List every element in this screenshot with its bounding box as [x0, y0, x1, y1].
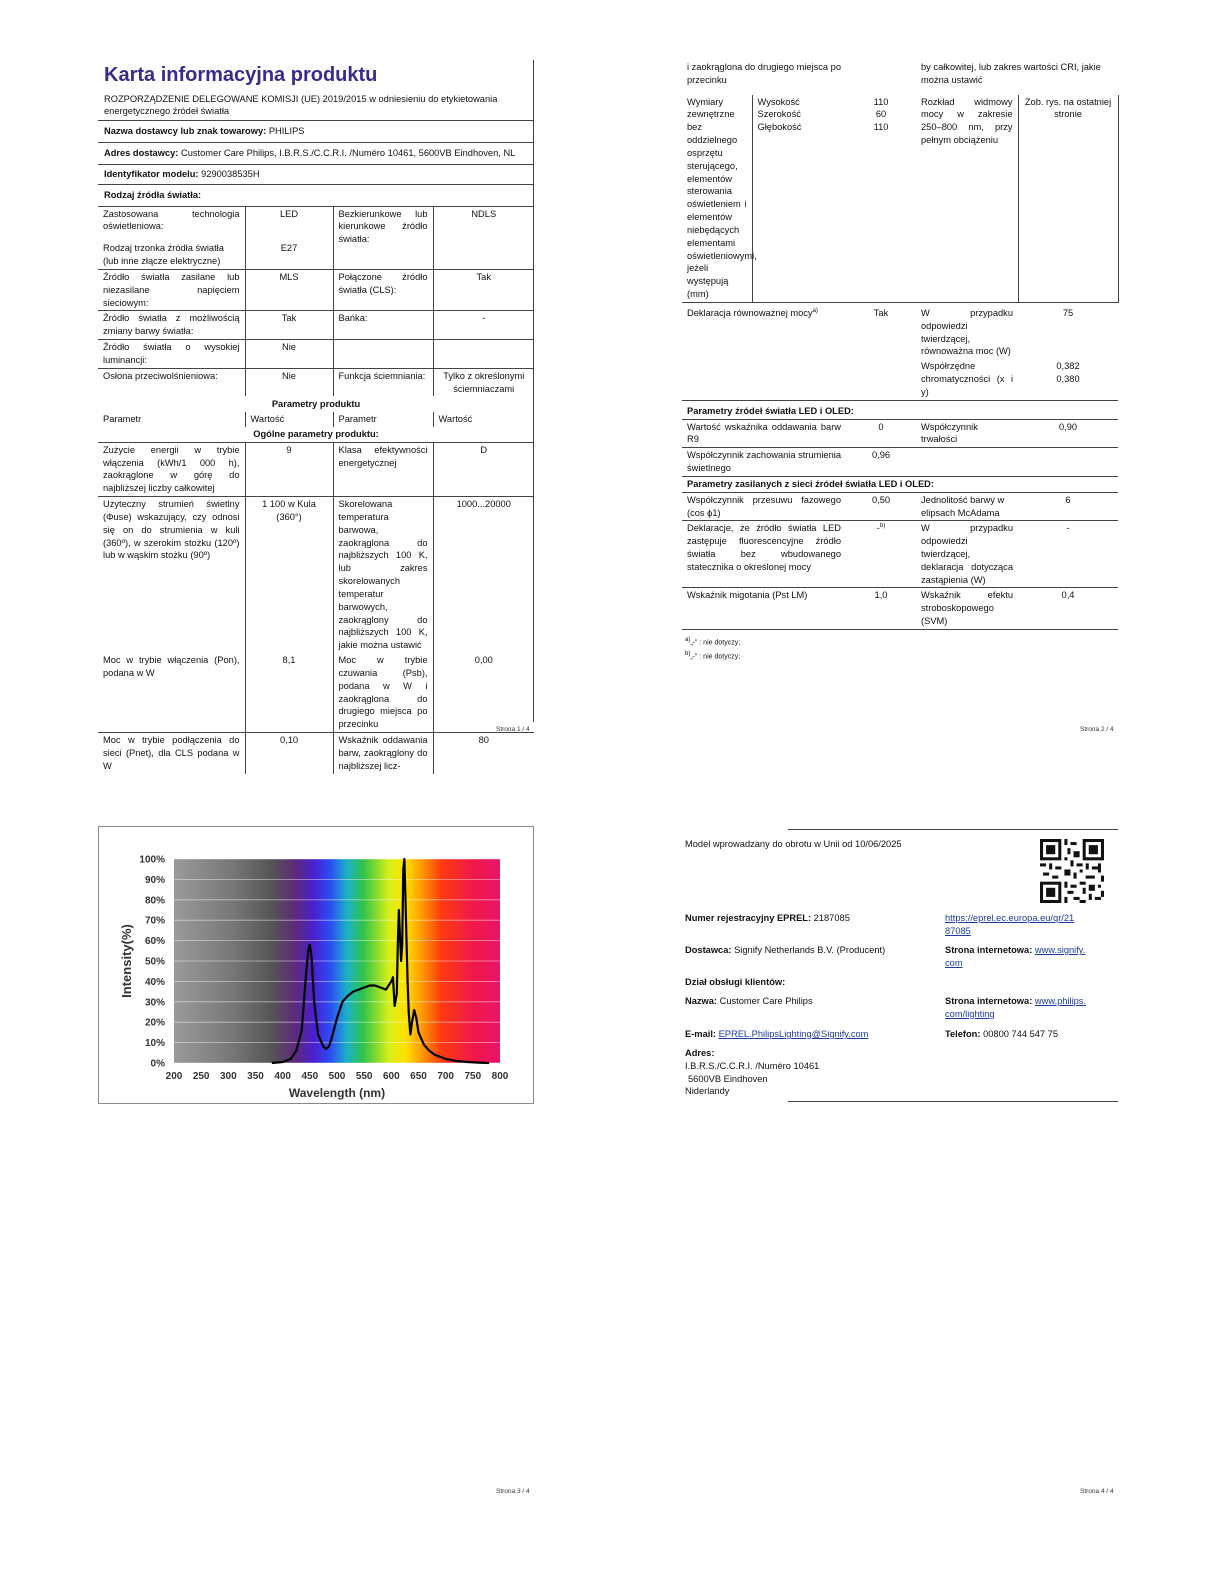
dims-values — [846, 95, 916, 303]
table-row — [98, 427, 534, 442]
dim-value: Tylko z określonymi ściemniaczami — [433, 368, 534, 396]
table-row — [98, 396, 534, 412]
cls-label: Połączone źródło światła (CLS): — [333, 269, 433, 310]
table-row — [682, 95, 1118, 303]
equiv-value: Tak — [873, 307, 889, 318]
y-tick-label: 0% — [150, 1058, 165, 1070]
envelope-label: Bańka: — [333, 311, 433, 340]
params-title: Parametry produktu — [271, 399, 361, 410]
maint-value: 0,96 — [846, 448, 916, 477]
surv-value: 0,90 — [1018, 419, 1118, 448]
name-row — [685, 995, 813, 1008]
website-1-link-cont[interactable]: com — [945, 957, 963, 968]
footnote-a-mark: a) — [685, 636, 691, 643]
x-tick-label: 250 — [192, 1071, 210, 1082]
name-value: Customer Care Philips — [719, 996, 813, 1006]
x-axis-label: Wavelength (nm) — [288, 1086, 386, 1100]
x-tick-label: 500 — [328, 1071, 346, 1082]
cap-value: E27 — [245, 234, 333, 269]
equiv-power-value: 75 — [1062, 307, 1074, 318]
dims-label: Wymiary zewnętrzne bez oddzielnego osprzętu sterującego, elementów sterowania oświetleniem i elementów niebędących elementami oświetleniowymi, jeżeli występują (mm) — [682, 95, 752, 303]
y-tick-label: 10% — [144, 1038, 165, 1050]
repl-label: Deklaracje, że źródło światła LED zastępuje fluorescencyjne źródło światła bez wbudowanego statecznika o określonej mocy — [682, 521, 846, 588]
supplier-label: Nazwa dostawcy lub znak towarowy: — [104, 126, 267, 137]
class-label: Klasa efektywności energetycznej — [333, 442, 433, 496]
class-value: D — [433, 442, 534, 496]
x-tick-label: 650 — [410, 1071, 427, 1082]
email-row — [685, 1028, 868, 1041]
energy-value: 9 — [245, 442, 333, 496]
led-title: Parametry źródeł światła LED i OLED: — [682, 400, 1118, 419]
footnote-b — [682, 650, 1118, 662]
chroma-values — [1018, 359, 1118, 400]
dim-label: Funkcja ściemniania: — [333, 368, 433, 396]
envelope-value: - — [433, 311, 534, 340]
mcadam-label: Jednolitość barwy w elipsach McAdama — [916, 492, 1018, 521]
flux-value: 1 100 w Kula (360°) — [245, 497, 333, 653]
mains-value: MLS — [245, 269, 333, 310]
pnet-value: 0,10 — [245, 733, 333, 774]
mcadam-value: 6 — [1018, 492, 1118, 521]
eprel-value: 2187085 — [813, 913, 850, 923]
supplier-value: Signify Netherlands B.V. (Producent) — [734, 945, 886, 955]
svm-value: 0,4 — [1018, 588, 1118, 629]
support-title: Dział obsługi klientów: — [685, 977, 786, 987]
table-row — [682, 492, 1118, 521]
hl-value: Nie — [245, 340, 333, 369]
cls-value: Tak — [433, 269, 534, 310]
website-2-label: Strona internetowa: — [945, 996, 1033, 1006]
page-3 — [98, 826, 534, 1495]
address-label: Adres: — [685, 1048, 715, 1058]
page-number: Strona 4 / 4 — [1080, 1488, 1114, 1495]
x-tick-label: 800 — [491, 1071, 509, 1082]
x-tick-label: 200 — [165, 1071, 183, 1082]
repl-footnote-mark: b) — [879, 523, 886, 530]
nondir-value: NDLS — [433, 207, 534, 270]
page-1 — [98, 60, 534, 774]
col-value-header: Wartość — [245, 412, 333, 427]
y-tick-label: 100% — [139, 854, 165, 866]
chroma-label: Współrzędne chromatyczności (x i y) — [916, 359, 1018, 400]
supplier-value: PHILIPS — [268, 126, 305, 137]
x-tick-label: 350 — [247, 1071, 264, 1082]
equiv-label-text: Deklaracja równoważnej mocy — [687, 308, 813, 318]
dims-names — [752, 95, 846, 303]
pf-label: Współczynnik przesuwu fazowego (cos ϕ1) — [682, 492, 846, 521]
tech-value: LED — [245, 207, 333, 235]
website-2-link[interactable]: www.philips. — [1034, 996, 1087, 1006]
qr-code-icon — [1040, 839, 1104, 903]
x-tick-label: 450 — [301, 1071, 319, 1082]
repl-value-text: - — [876, 523, 880, 534]
name-label: Nazwa: — [685, 996, 718, 1006]
eprel-label: Numer rejestracyjny EPREL: — [685, 913, 812, 923]
mains-label: Źródło światła zasilane lub niezasilane napięciem sieciowym: — [98, 269, 245, 310]
pf-value: 0,50 — [846, 492, 916, 521]
cct-label: Skorelowana temperatura barwowa, zaokrąglona do najbliższych 100 K, lub zakres skorelowanych temperatur barwowych, zaokrąglony do najbliższych 100 K, jakie można ustawić — [333, 497, 433, 653]
glare-label: Osłona przeciwolśnieniowa: — [103, 370, 218, 381]
r9-value: 0 — [846, 419, 916, 448]
hl-label: Źródło światła o wysokiej luminancji: — [98, 340, 245, 369]
pnet-label: Moc w trybie podłączenia do sieci (Pnet), dla CLS podana w W — [103, 735, 240, 771]
equiv-power-label: W przypadku odpowiedzi twierdzącej, równoważna moc (W) — [921, 307, 1014, 357]
y-tick-label: 70% — [144, 915, 165, 927]
cap-label: Rodzaj trzonka źródła światła (lub inne złącze elektryczne) — [98, 234, 245, 269]
table-row — [682, 400, 1118, 419]
eprel-link[interactable] — [945, 912, 1074, 938]
psb-label: Moc w trybie czuwania (Psb), podana w W i zaokrąglona do drugiego miejsca po przecinku — [333, 653, 433, 732]
email-link[interactable]: EPREL.PhilipsLighting@Signify.com — [718, 1029, 869, 1039]
cri-label: Wskaźnik oddawania barw, zaokrąglony do najbliższej licz- — [333, 733, 433, 774]
spd-label: Rozkład widmowy mocy w zakresie 250–800 nm, przy pełnym obciążeniu — [916, 95, 1018, 303]
footnote-a — [682, 636, 1118, 648]
col-param-header: Parametr — [103, 414, 142, 425]
table-row — [682, 419, 1118, 448]
website-1-row — [945, 944, 1085, 970]
repl-w-value: - — [1018, 521, 1118, 588]
y-tick-label: 60% — [144, 936, 165, 948]
footnote-b-mark: b) — [685, 650, 691, 657]
tunable-label: Źródło światła z możliwością zmiany barwy światła: — [98, 311, 245, 340]
r9-label: Wartość wskaźnika oddawania barw R9 — [682, 419, 846, 448]
phone-label: Telefon: — [945, 1029, 981, 1039]
eprel-link-line-2[interactable]: 87085 — [945, 925, 971, 936]
energy-label: Zużycie energii w trybie włączenia (kWh/1 000 h), zaokrąglone w górę do najbliższej liczby całkowitej — [98, 442, 245, 496]
address-line-3: Niderlandy — [685, 1086, 730, 1097]
website-1-label: Strona internetowa: — [945, 945, 1033, 955]
table-row — [98, 733, 534, 774]
glare-value: Nie — [245, 368, 333, 396]
model-label: Identyfikator modelu: — [104, 168, 199, 179]
y-tick-label: 30% — [144, 997, 165, 1009]
cont-right: by całkowitej, lub zakres wartości CRI, jakie można ustawić — [921, 62, 1101, 85]
pon-label: Moc w trybie włączenia (Pon), podana w W — [98, 653, 245, 732]
model-value: 9290038535H — [201, 168, 260, 179]
address-line-1: I.B.R.S./C.C.R.I. /Numéro 10461 — [685, 1060, 820, 1071]
repl-w-label: W przypadku odpowiedzi twierdzącej, deklaracja dotycząca zastąpienia (W) — [916, 521, 1018, 588]
surv-label: Współczynnik trwałości — [916, 419, 1018, 448]
table-row — [682, 302, 1118, 359]
table-row — [98, 269, 534, 310]
depth-label: Głębokość — [757, 122, 802, 133]
table-row — [98, 311, 534, 340]
x-tick-label: 550 — [355, 1071, 373, 1082]
table-row — [682, 359, 1118, 400]
table-row — [98, 653, 534, 732]
table-row — [682, 588, 1118, 629]
address-value: Customer Care Philips, I.B.R.S./C.C.R.I. /Numéro 10461, 5600VB Eindhoven, NL — [181, 148, 516, 159]
address-row — [98, 143, 534, 165]
psb-value: 0,00 — [433, 653, 534, 732]
intro-text: Model wprowadzany do obrotu w Unii od 10/06/2025 — [685, 839, 902, 849]
maint-label: Współczynnik zachowania strumienia świetlnego — [682, 448, 846, 477]
mains-title: Parametry zasilanych z sieci źródeł światła LED i OLED: — [682, 476, 1118, 492]
y-tick-label: 40% — [144, 976, 165, 988]
supplier-row — [685, 944, 885, 957]
y-tick-label: 50% — [144, 956, 165, 968]
address-line-2: 5600VB Eindhoven — [688, 1073, 768, 1084]
col-param-header-2: Parametr — [333, 412, 433, 427]
phone-row — [945, 1028, 1058, 1041]
table-row — [98, 442, 534, 496]
email-label: E-mail: — [685, 1029, 716, 1039]
parameters-table-continued — [682, 60, 1119, 630]
table-row — [98, 340, 534, 369]
table-row — [98, 497, 534, 653]
x-tick-label: 300 — [219, 1071, 237, 1082]
table-row — [682, 60, 1118, 95]
footnote-a-text: „-” : nie dotyczy; — [690, 639, 741, 647]
table-row — [682, 448, 1118, 477]
x-tick-label: 600 — [382, 1071, 400, 1082]
eprel-row — [685, 912, 850, 925]
table-row — [682, 476, 1118, 492]
y-tick-label: 90% — [144, 874, 165, 886]
chroma-y: 0,380 — [1056, 374, 1080, 385]
pon-value: 8,1 — [245, 653, 333, 732]
type-heading: Rodzaj źródła światła: — [98, 185, 534, 207]
page-1-border — [533, 60, 534, 722]
supplier-row — [98, 121, 534, 143]
tunable-value: Tak — [245, 311, 333, 340]
table-row — [682, 521, 1118, 588]
spectrum-chart-frame — [98, 826, 534, 1104]
address-block — [685, 1047, 819, 1098]
page-number: Strona 2 / 4 — [1080, 726, 1114, 733]
table-row — [98, 207, 534, 235]
footnote-b-text: „-” : nie dotyczy; — [690, 653, 741, 661]
table-row — [98, 412, 534, 427]
equiv-footnote-mark: a) — [812, 307, 818, 314]
page-number: Strona 1 / 4 — [496, 726, 530, 733]
flux-label: Użyteczny strumień świetlny (Φuse) wskazujący, czy odnosi się on do strumienia w kuli (360º), w szerokim stożku (120º) lub w wąskim stożku (90º) — [103, 499, 240, 561]
phone-value: 00800 744 547 75 — [983, 1029, 1059, 1039]
x-tick-label: 400 — [274, 1071, 292, 1082]
cri-value: 80 — [433, 733, 534, 774]
pst-label: Wskaźnik migotania (Pst LM) — [682, 588, 846, 629]
svm-label: Wskaźnik efektu stroboskopowego (SVM) — [916, 588, 1018, 629]
y-tick-label: 80% — [144, 895, 165, 907]
eprel-link-line-1[interactable]: https://eprel.ec.europa.eu/qr/21 — [945, 913, 1075, 923]
nondir-label: Bezkierunkowe lub kierunkowe źródło światła: — [333, 207, 433, 270]
chroma-x: 0,382 — [1056, 361, 1080, 372]
regulation-text: ROZPORZĄDZENIE DELEGOWANE KOMISJI (UE) 2019/2015 w odniesieniu do etykietowania energetycznego źródeł światła — [98, 90, 534, 122]
page-2 — [682, 60, 1118, 733]
table-row — [98, 368, 534, 396]
x-tick-label: 750 — [464, 1071, 482, 1082]
y-tick-label: 20% — [144, 1017, 165, 1029]
top-rule — [788, 829, 1118, 830]
page-title: Karta informacyjna produktu — [104, 64, 378, 86]
bottom-rule — [788, 1101, 1118, 1102]
col-value-header-2: Wartość — [433, 412, 534, 427]
cct-value: 1000...20000 — [433, 497, 534, 653]
supplier-label: Dostawca: — [685, 945, 732, 955]
height-value: 110 — [873, 96, 889, 107]
height-label: Wysokość — [757, 96, 800, 107]
cont-left: i zaokrąglona do drugiego miejsca po przecinku — [687, 62, 842, 85]
equiv-label — [682, 302, 846, 359]
address-label: Adres dostawcy: — [104, 148, 179, 159]
pst-value: 1,0 — [846, 588, 916, 629]
model-row — [98, 165, 534, 185]
spectral-power-chart — [99, 827, 533, 1103]
tech-label: Zastosowana technologia oświetleniowa: — [103, 208, 240, 232]
y-axis-label: Intensity(%) — [119, 924, 134, 998]
light-source-table — [98, 207, 534, 774]
width-value: 60 — [875, 109, 887, 120]
website-2-link-cont[interactable]: com/lighting — [945, 1008, 995, 1019]
website-2-row — [945, 995, 1086, 1021]
x-tick-label: 700 — [437, 1071, 455, 1082]
general-title: Ogólne parametry produktu: — [98, 427, 534, 442]
repl-value — [846, 521, 916, 588]
width-label: Szerokość — [757, 109, 801, 120]
page-number: Strona 3 / 4 — [496, 1488, 530, 1495]
spd-value: Zob. rys. na ostatniej stronie — [1018, 95, 1118, 303]
website-1-link[interactable]: www.signify. — [1034, 945, 1086, 955]
depth-value: 110 — [873, 122, 889, 133]
